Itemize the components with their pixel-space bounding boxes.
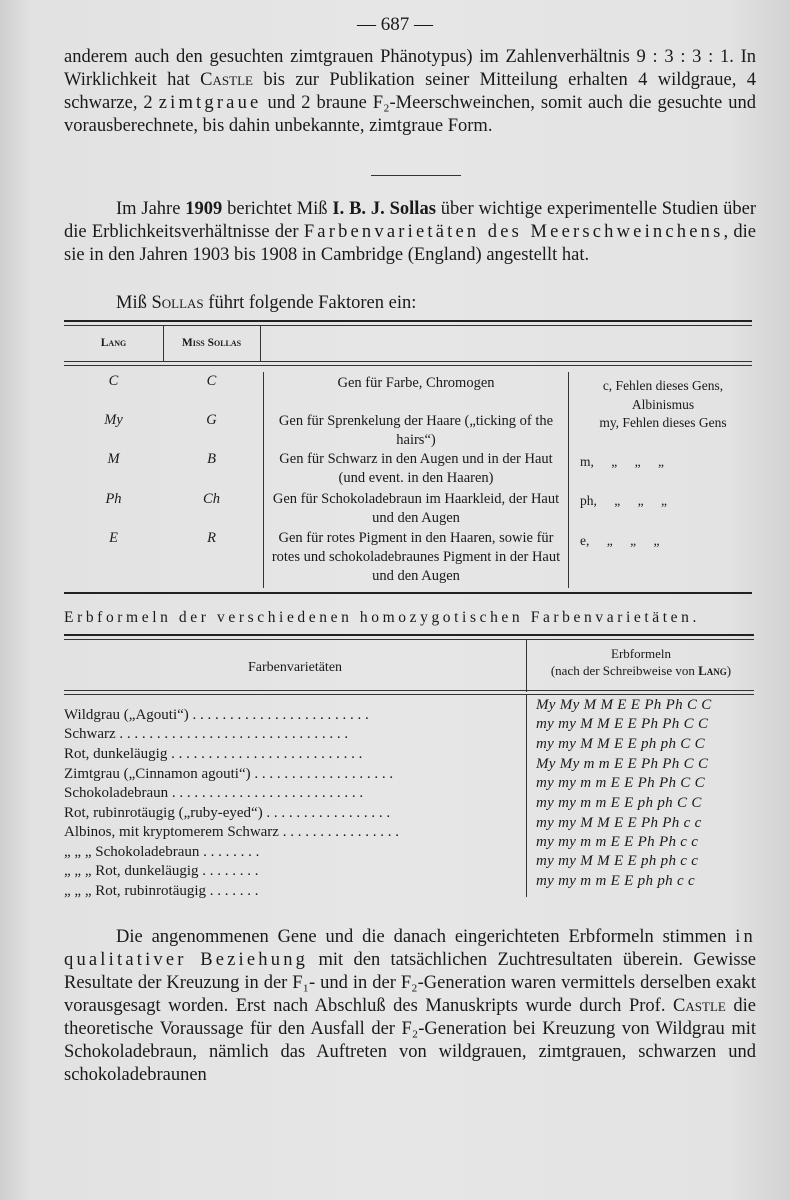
header-erbformeln [528,645,754,679]
year-1909: 1909 [185,199,223,219]
table1-header-rule [64,361,752,362]
final-text: Die angenommenen Gene und die danach eingerichteten Erbformeln stimmen [116,927,727,947]
formula-row: my my m m E E Ph Ph C C [536,775,705,791]
row5-desc: Gen für rotes Pigment in den Haaren, sowie für rotes und schokoladebraunes Pigment in der Haut und den Augen [271,530,561,584]
row4-sollas: Ch [203,491,220,507]
row5-lang: E [109,530,118,546]
formula-row: My My M M E E Ph Ph C C [536,697,712,713]
formula-row: my my m m E E Ph Ph c c [536,834,699,850]
row1-absent: c, Fehlen dieses Gens, Albinismus [602,378,724,412]
header-sub-paren: ) [726,663,732,678]
intro-paragraph [64,46,756,138]
table1-vline-2 [260,326,261,361]
header-erbformeln-title: Erbformeln [611,646,671,661]
table1-top-rule [64,320,752,322]
page-number: — 687 — [357,14,433,35]
row3-sollas: B [207,451,216,467]
p2-text-3: über wichtige experimentelle Studien über die Erblichkeitsverhältnisse der [64,199,757,242]
variety-row: „ „ „ Rot, dunkeläugig . . . . . . . . [64,863,259,879]
p2-text: Im Jahre [116,199,181,219]
variety-row: Schokoladebraun . . . . . . . . . . . . . . . . . . . . . . . . . . [64,785,364,801]
row1-lang: C [108,373,119,389]
formula-row: my my m m E E ph ph c c [536,873,695,889]
table1-body-vline-2 [568,372,569,588]
section-divider [371,175,461,176]
table2-header-vline [526,640,527,692]
formula-row: My My m m E E Ph Ph C C [536,756,709,772]
row4-desc: Gen für Schokoladebraun im Haarkleid, der Haut und den Augen [272,491,560,526]
author-sollas: I. B. J. Sollas [332,199,436,219]
table2-header-rule-2 [64,694,754,695]
spaced-phrase-qualitativ: in qualitativer Beziehung [64,927,757,970]
row2-absent: my, Fehlen dieses Gens [599,415,727,430]
row2-desc: Gen für Sprenkelung der Haare („ticking of the hairs“) [278,413,554,448]
final-text-2: mit den tatsächlichen Zuchtresultaten überein. Gewisse Resultate der Kreuzung in der F₁- und in der F₂-Generation waren vermittels derselben exakt vorausgesagt worden. Erst nach Abschluß des Manuskripts wurde durch Prof. [64,950,756,1016]
p3-text-2: führt folgende Faktoren ein: [208,293,417,313]
table1-bottom-rule [64,592,752,594]
author-castle: Castle [200,70,253,90]
p3-text: Miß [116,293,147,313]
row3-lang: M [107,451,120,467]
row1-desc: Gen für Farbe, Chromogen [337,375,495,391]
p2-text-4: , die sie in den Jahren 1903 bis 1908 in Cambridge (England) angestellt hat. [64,222,756,265]
row5-absent: e, „ „ „ [580,533,660,548]
formula-row: my my M M E E ph ph c c [536,853,699,869]
header-sub-text: (nach der Schreibweise von [550,663,695,678]
row1-sollas: C [206,373,217,389]
table2-top-rule-2 [64,639,754,640]
table2-body-vline [526,695,527,897]
spaced-phrase-farbenvarietaeten: Farbenvarietäten des Meerschweinchens [303,222,724,242]
variety-row: Rot, dunkeläugig . . . . . . . . . . . . . . . . . . . . . . . . . . [64,746,363,762]
conclusion-paragraph [64,926,756,1087]
variety-row: Wildgrau („Agouti“) . . . . . . . . . . . . . . . . . . . . . . . . [64,707,369,723]
table1-header-rule-2 [64,365,752,366]
variety-row: Schwarz . . . . . . . . . . . . . . . . . . . . . . . . . . . . . . . [64,726,349,742]
row3-absent: m, „ „ „ [580,454,664,469]
intro-text-2: bis zur Publikation seiner Mitteilung erhalten 4 wildgraue, 4 schwarze, 2 [64,70,757,113]
intro-text: anderem auch den gesuchten zimtgrauen Phänotypus) im Zahlenverhältnis 9 : 3 : 3 : 1. In Wirklichkeit hat [64,47,756,90]
variety-row: Albinos, mit kryptomerem Schwarz . . . . . . . . . . . . . . . . [64,824,399,840]
sollas-paragraph [64,198,756,267]
formula-row: my my m m E E ph ph C C [536,795,702,811]
row2-lang: My [104,412,123,428]
row2-sollas: G [206,412,217,428]
p2-text-2: berichtet Miß [227,199,328,219]
factor-intro [64,292,756,315]
author-castle-2: Castle [673,996,726,1016]
final-text-3: die theoretische Voraussage für den Ausfall der F₂-Generation bei Kreuzung von Wildgrau mit Schokoladebraun, nämlich das Auftreten von wildgrauen, zimtgrauen, schwarzen und schokoladebraunen [64,996,757,1085]
header-erbformeln-sub [528,662,754,679]
table2-header-rule [64,690,754,691]
variety-row: Zimtgrau („Cinnamon agouti“) . . . . . . . . . . . . . . . . . . . [64,766,394,782]
table1-top-rule-2 [64,325,752,326]
header-farbenvarietaeten: Farbenvarietäten [247,660,343,675]
variety-row: Rot, rubinrotäugig („ruby-eyed“) . . . . . . . . . . . . . . . . . [64,805,391,821]
formula-row: my my M M E E Ph Ph c c [536,815,702,831]
table2-caption: Erbformeln der verschiedenen homozygotischen Farbenvarietäten. [64,609,700,626]
row4-absent: ph, „ „ „ [580,493,667,508]
row3-desc: Gen für Schwarz in den Augen und in der Haut (und event. in den Haaren) [279,451,553,486]
header-miss-sollas: Miß Sollas [181,337,242,349]
table1-body-vline-1 [263,372,264,588]
variety-row: „ „ „ Rot, rubinrotäugig . . . . . . . [64,883,259,899]
variety-row: „ „ „ Schokoladebraun . . . . . . . . [64,844,260,860]
formula-row: my my M M E E Ph Ph C C [536,716,709,732]
header-lang: Lang [100,337,127,349]
intro-text-3: und 2 braune F₂-Meerschweinchen, somit auch die gesuchte und vorausberechnete, bis dahin unbekannte, zimtgraue Form. [64,93,756,136]
author-sollas-sc: Sollas [151,293,204,313]
row4-lang: Ph [105,491,122,507]
spaced-word-zimtgraue: zimtgraue [158,93,262,113]
table2-top-rule [64,634,754,636]
header-sub-lang: Lang [698,663,727,678]
formula-row: my my M M E E ph ph C C [536,736,705,752]
row5-sollas: R [207,530,216,546]
